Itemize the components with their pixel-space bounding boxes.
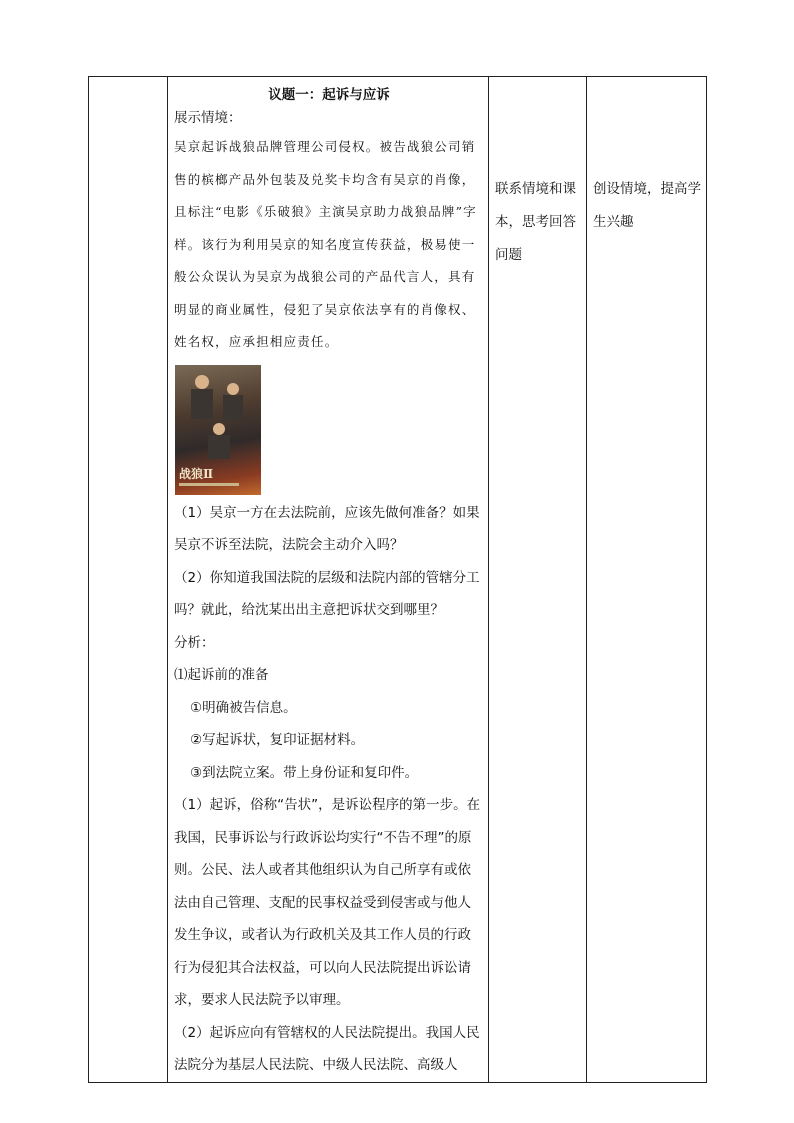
prep-item: ②写起诉状，复印证据材料。: [190, 732, 365, 748]
poster-figure-body: [191, 389, 213, 419]
prep-item: ③到法院立案。带上身份证和复印件。: [190, 764, 419, 781]
analysis-label: 分析：: [174, 634, 215, 651]
student-activity-text: 联系情境和课本，思考回答问题: [495, 181, 576, 263]
prep-title: ⑴起诉前的准备: [174, 667, 269, 683]
left-empty-cell: [89, 77, 168, 1083]
lesson-plan-table: [88, 76, 707, 1083]
poster-figure-head: [213, 423, 225, 435]
teaching-content-cell: [168, 77, 489, 1083]
student-activity-cell: [489, 77, 587, 1083]
prep-item: ①明确被告信息。: [190, 699, 297, 716]
poster-title: 战狼Ⅱ: [179, 466, 214, 481]
poster-figure-head: [227, 383, 239, 395]
question-1: （1）吴京一方在去法院前，应该先做何准备？如果吴京不诉至法院，法院会主动介入吗？: [174, 504, 480, 553]
movie-poster-image: [175, 365, 261, 495]
poster-figure-body: [223, 395, 243, 421]
topic-title: 议题一：起诉与应诉: [268, 87, 390, 103]
question-2: （2）你知道我国法院的层级和法院内部的管辖分工吗？就此，给沈某出出主意把诉状交到哪里？: [174, 569, 480, 618]
situation-text: 吴京起诉战狼品牌管理公司侵权。被告战狼公司销售的槟榔产品外包装及兑奖卡均含有吴京的肖像，且标注“电影《乐破狼》主演吴京助力战狼品牌”字样。该行为利用吴京的知名度宣传获益，极易使一般公众误认为吴京为战狼公司的产品代言人，具有明显的商业属性，侵犯了吴京依法享有的肖像权、姓名权，应承担相应责任。: [174, 139, 477, 349]
design-intent-cell: [587, 77, 707, 1083]
point-2: （2）起诉应向有管辖权的人民法院提出。我国人民法院分为基层人民法院、中级人民法院、高级人: [174, 1024, 480, 1073]
design-intent-text: 创设情境，提高学生兴趣: [593, 181, 701, 230]
point-1: （1）起诉，俗称“告状”，是诉讼程序的第一步。在我国，民事诉讼与行政诉讼均实行“不告不理”的原则。公民、法人或者其他组织认为自己所享有或依法由自己管理、支配的民事权益受到侵害或与他人发生争议，或者认为行政机关及其工作人员的行政行为侵犯其合法权益，可以向人民法院提出诉讼请求，要求人民法院予以审理。: [174, 797, 481, 1008]
poster-figure-body: [208, 435, 230, 459]
poster-figure-head: [195, 375, 209, 389]
poster-subtitle-bar: [179, 483, 239, 486]
show-label: 展示情境：: [174, 110, 242, 126]
